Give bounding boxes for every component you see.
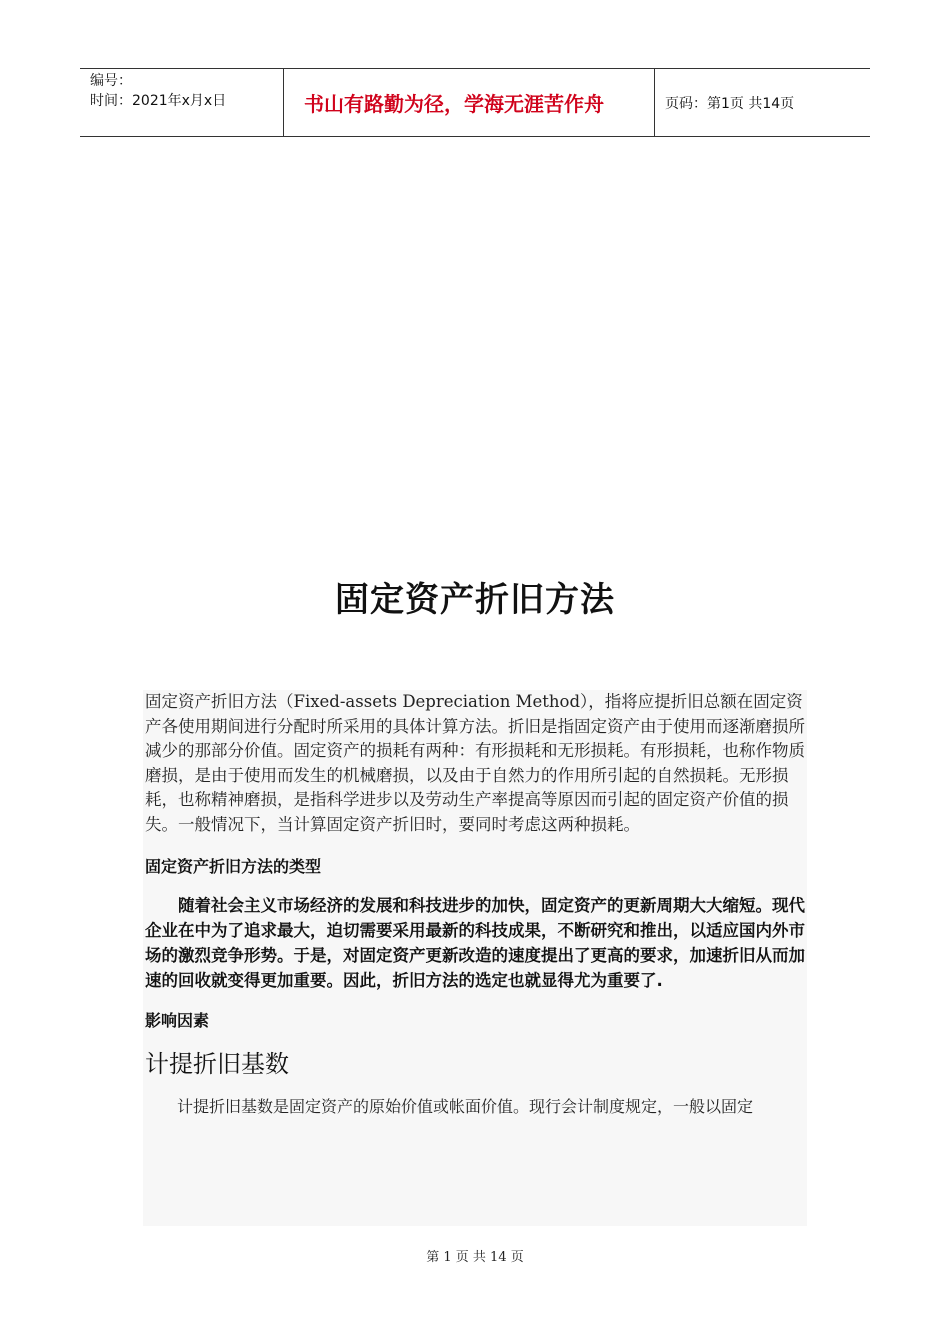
number-label: 编号： [90, 73, 132, 89]
section-heading: 固定资产折旧方法的类型 [145, 857, 322, 876]
document-header [80, 68, 870, 137]
document-title: 固定资产折旧方法 [335, 580, 615, 620]
header-page-info: 页码：第1页 共14页 [665, 95, 795, 112]
page-footer: 第 1 页 共 14 页 [426, 1250, 524, 1265]
document-body [143, 690, 807, 1226]
intro-paragraph: 固定资产折旧方法（Fixed-assets Depreciation Method），指将应提折旧总额在固定资产各使用期间进行分配时所采用的具体计算方法。折旧是指固定资产由于使用而逐渐磨损所减少的那部分价值。固定资产的损耗有两种：有形损耗和无形损耗。有形损耗，也称作物质磨损，是由于使用而发生的机械磨损，以及由于自然力的作用所引起的自然损耗。无形损耗，也称精神磨损，是指科学进步以及劳动生产率提高等原因而引起的固定资产价值的损失。一般情况下，当计算固定资产折旧时，要同时考虑这两种损耗。 [145, 692, 805, 834]
base-heading: 计提折旧基数 [145, 1050, 289, 1078]
base-paragraph: 计提折旧基数是固定资产的原始价值或帐面价值。现行会计制度规定，一般以固定 [177, 1097, 754, 1116]
time-label: 时间：2021年x月x日 [90, 93, 227, 109]
header-motto: 书山有路勤为径，学海无涯苦作舟 [283, 69, 655, 136]
factors-heading: 影响因素 [145, 1011, 210, 1030]
section-paragraph: 随着社会主义市场经济的发展和科技进步的加快，固定资产的更新周期大大缩短。现代企业在中为了追求最大，迫切需要采用最新的科技成果，不断研究和推出，以适应国内外市场的激烈竞争形势。于是，对固定资产更新改造的速度提出了更高的要求，加速折旧从而加速的回收就变得更加重要。因此，折旧方法的选定也就显得尤为重要了. [145, 896, 805, 990]
header-meta [80, 69, 283, 136]
